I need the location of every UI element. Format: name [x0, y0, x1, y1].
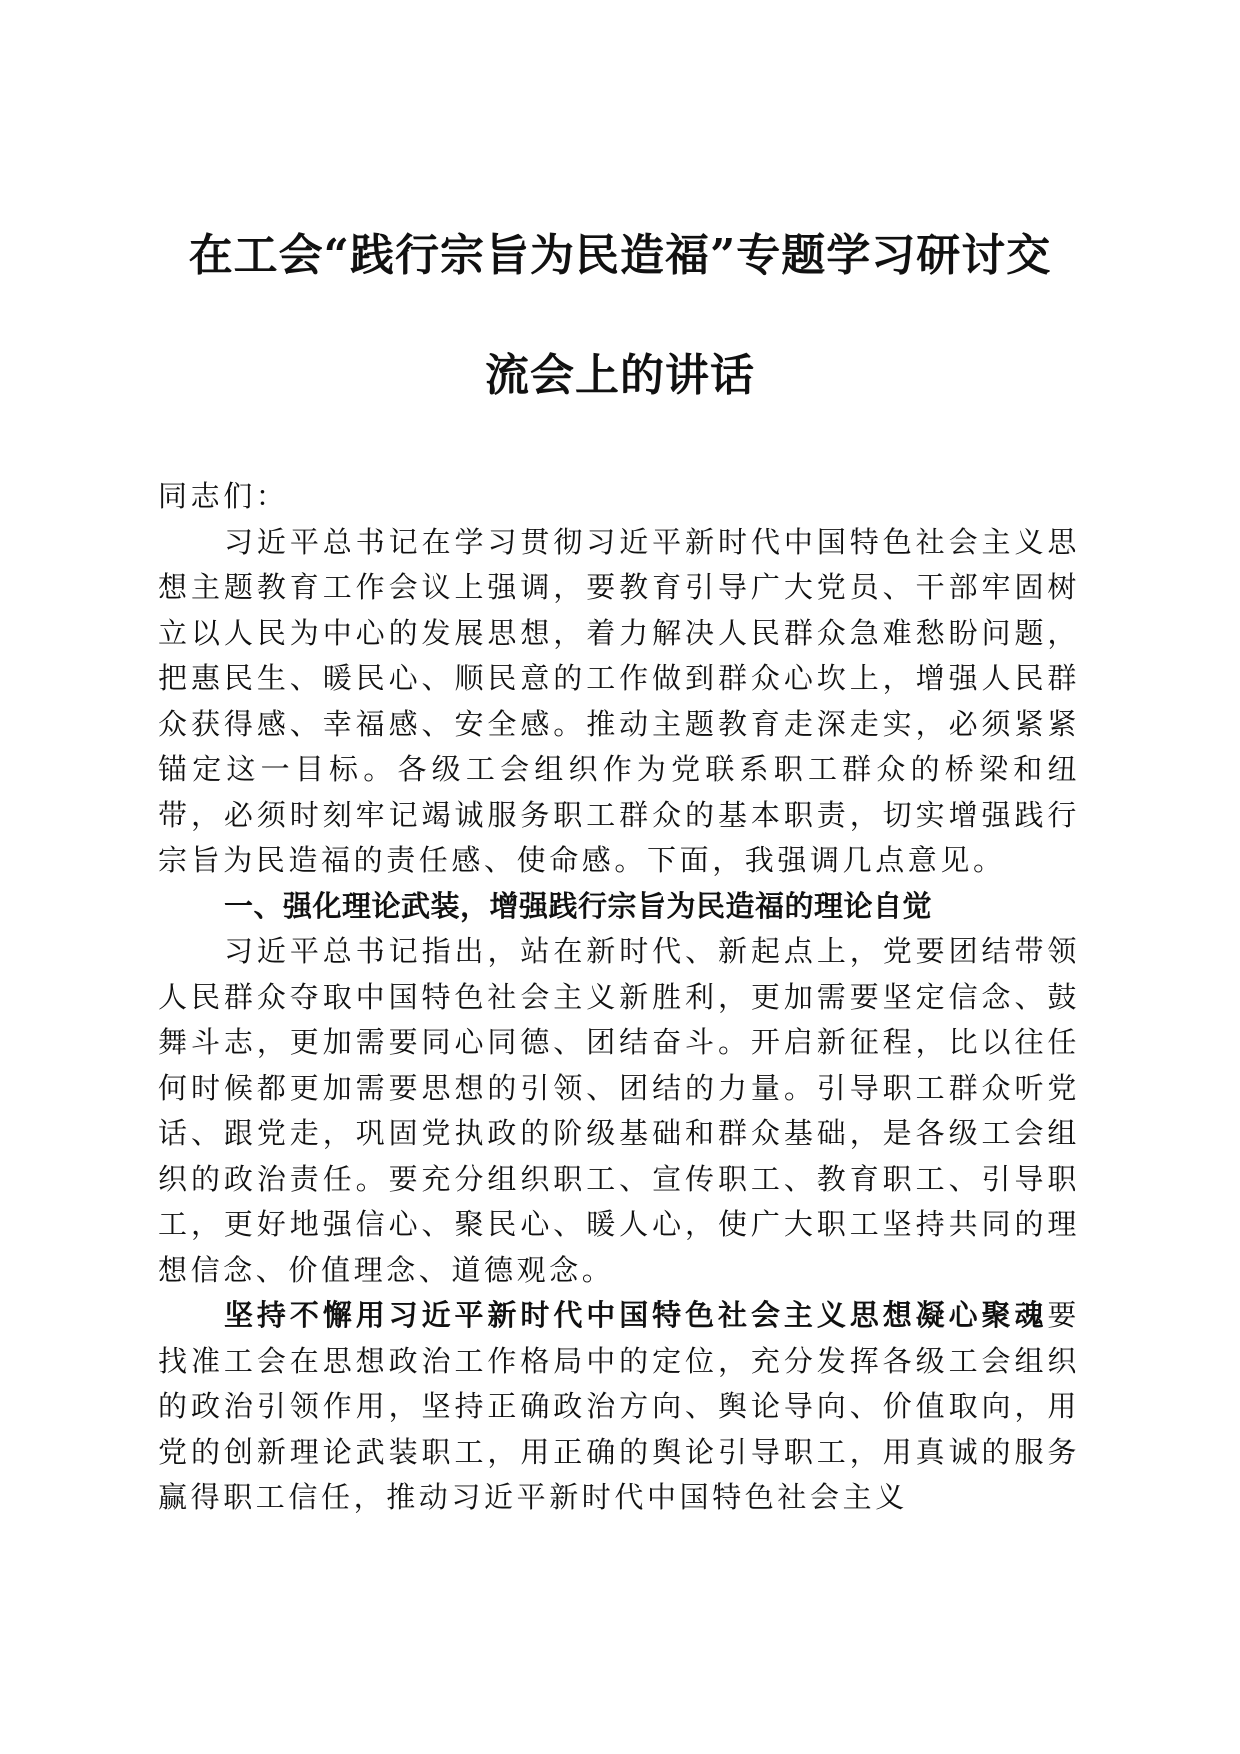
document-title-line-2: 流会上的讲话	[485, 350, 755, 401]
section-2-text: 要找准工会在思想政治工作格局中的定位，充分发挥各级工会组织的政治引领作用，坚持正确政治方向、舆论导向、价值取向，用党的创新理论武装职工，用正确的舆论引导职工，用真诚的服务赢得职工信任，推动习近平新时代中国特色社会主义	[158, 1298, 1080, 1514]
section-2-paragraph	[158, 1293, 1080, 1521]
document-body	[158, 474, 1080, 1521]
section-1-heading: 一、强化理论武装，增强践行宗旨为民造福的理论自觉	[224, 888, 933, 923]
salutation: 同志们：	[158, 479, 289, 513]
document-title-line-1: 在工会“践行宗旨为民造福”专题学习研讨交	[188, 230, 1052, 281]
section-2-lead-sentence: 坚持不懈用习近平新时代中国特色社会主义思想凝心聚魂	[224, 1298, 1048, 1332]
intro-paragraph: 习近平总书记在学习贯彻习近平新时代中国特色社会主义思想主题教育工作会议上强调，要教育引导广大党员、干部牢固树立以人民为中心的发展思想，着力解决人民群众急难愁盼问题，把惠民生、暖民心、顺民意的工作做到群众心坎上，增强人民群众获得感、幸福感、安全感。推动主题教育走深走实，必须紧紧锚定这一目标。各级工会组织作为党联系职工群众的桥梁和纽带，必须时刻牢记竭诚服务职工群众的基本职责，切实增强践行宗旨为民造福的责任感、使命感。下面，我强调几点意见。	[158, 524, 1080, 877]
section-1-paragraph: 习近平总书记指出，站在新时代、新起点上，党要团结带领人民群众夺取中国特色社会主义新胜利，更加需要坚定信念、鼓舞斗志，更加需要同心同德、团结奋斗。开启新征程，比以往任何时候都更加需要思想的引领、团结的力量。引导职工群众听党话、跟党走，巩固党执政的阶级基础和群众基础，是各级工会组织的政治责任。要充分组织职工、宣传职工、教育职工、引导职工，更好地强信心、聚民心、暖人心，使广大职工坚持共同的理想信念、价值理念、道德观念。	[158, 934, 1080, 1287]
